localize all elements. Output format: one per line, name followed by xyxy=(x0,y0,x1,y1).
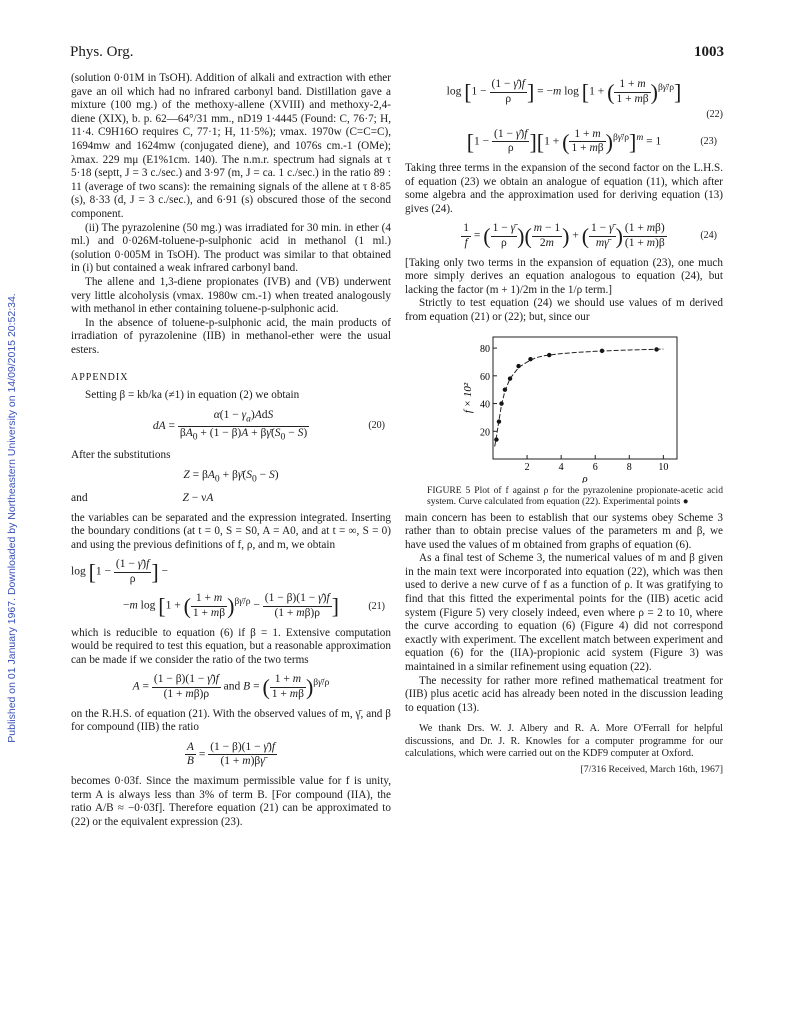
figure-5 xyxy=(405,331,723,483)
ratio-equation: $\frac{A}{B}$ = $\frac{(1 - \beta)(1 - \gammā)f}{(1 + m)\beta\gammā}$ xyxy=(186,740,276,768)
right-column xyxy=(405,72,723,776)
right-paragraph-3: Strictly to test equation (24) we should use values of m derived from equation (21) or (22); but, since our xyxy=(405,297,723,323)
x-tick-label: 6 xyxy=(592,461,598,473)
calculated-curve xyxy=(495,349,664,446)
equation-22: log [1 − $\frac{(1 - \gammā)f}{\rho}$ ] = −m log [1 + ( $\frac{1 + m}{1 + m\beta}$ )$^{\beta\gammā/\rho}$] xyxy=(446,78,682,105)
substitution-z2: and Z − νA xyxy=(71,491,214,504)
equation-21-line-1: log [1 − $\frac{(1 - \gammā)f}{\rho}$ ] − xyxy=(71,558,169,585)
received-note: [7/316 Received, March 16th, 1967] xyxy=(580,763,723,775)
equation-20-number: (20) xyxy=(368,420,385,432)
appendix-paragraph-6: becomes 0·03f. Since the maximum permissible value for f is unity, term A is always less than 3% of term B. [For compound (IIA), the ratio A/B ≈ −0·03f]. Therefore equation (21) can be approximated to (22) or the equivalent expression (23). xyxy=(71,775,391,828)
x-tick-label: 8 xyxy=(626,461,632,473)
y-tick-label: 60 xyxy=(480,371,490,383)
right-paragraph-1: Taking three terms in the expansion of the second factor on the L.H.S. of equation (23) we obtain an analogue of equation (11), which after some algebra and the approximation used for deriving equation (13) gives (24). xyxy=(405,161,723,215)
appendix-paragraph-2: After the substitutions xyxy=(71,449,171,462)
and-word: and xyxy=(71,491,88,504)
x-axis-label: ρ xyxy=(582,472,588,483)
experimental-paragraph-4: In the absence of toluene-p-sulphonic acid, the main products of irradiation of pyrazolenine (IIB) in methanol-ether were the usual esters. xyxy=(71,316,391,356)
appendix-paragraph-5: on the R.H.S. of equation (21). With the observed values of m, γ̄, and β for compound (IIB) the ratio xyxy=(71,707,391,734)
appendix-paragraph-1: Setting β = kb/ka (≠1) in equation (2) we obtain xyxy=(85,389,300,402)
journal-name: Phys. Org. xyxy=(70,44,134,60)
ratio-terms-equation: A = $\frac{(1 - \beta)(1 - \gammā)f}{(1 + m\beta)\rho}$ and B = ( $\frac{1 + m}{1 + m\beta}$ )$^{\beta\gammā/\rho}$ xyxy=(132,673,330,701)
download-watermark xyxy=(5,0,19,1036)
experimental-paragraph-2: (ii) The pyrazolenine (50 mg.) was irradiated for 30 min. in ether (4 ml.) and 0·026M-toluene-p-sulphonic acid in methanol (1 ml.) (solution 0·005M in TsOH). The product was similar to that obtained in (i) but contained a weak infrared carbonyl band. xyxy=(71,221,391,275)
appendix-paragraph-4: which is reducible to equation (6) if β = 1. Extensive computation would be required to test this equation, but a reasonable approximation can be made if we consider the ratio of the two terms xyxy=(71,626,391,666)
equation-21-line-2: −m log [1 + ( $\frac{1 + m}{1 + m\beta}$ )$^{\beta\gammā/\rho}$ − $\frac{(1 - \beta)(1 - \gammā)f}{(1 + m\beta)\rho}$ ] (21) xyxy=(122,592,385,620)
right-paragraph-2: [Taking only two terms in the expansion of equation (23), one much more simply derives an equation analogous to equation (24), but lacking the factor (m + 1)/2m in the 1/ρ term.] xyxy=(405,256,723,296)
experimental-paragraph-1: (solution 0·01M in TsOH). Addition of alkali and extraction with ether gave an oil which had no infrared carbonyl band. Distillation gave a mixture (100 mg.) of the methoxy-allene (XVIII) and methoxy-2,4-diene (XIX), b. p. 62—64°/31 mm., nD19 1·4445 (Found: C, 76·7; H, 11·4. C9H16O requires C, 77·1; H, 11·5%); νmax. 1970w (C=C=C), 1694mw and 1624mw (conjugated diene), and 1076s cm.-1 (OMe); λmax. 229 mμ (E1%1cm. 140). The n.m.r. spectrum had signals at τ 5·18 (septt, J = 3 c./sec.) and 3·97 (m, J = ca. 1 c./sec.) in the ratio 89 : 11 (average of two scans): the remaining signals of the allene at τ 8·85 (s), 8·33 (d, J = 3 c./sec.), and 6·91 (s) obscured those of the second component. xyxy=(71,72,391,220)
y-tick-label: 80 xyxy=(480,343,490,355)
figure-5-chart xyxy=(405,331,723,483)
right-paragraph-4: main concern has been to establish that our systems obey Scheme 3 rather than to obtain precise values of the parameters m and β, we have used the values of m obtained from graphs of equation (6). xyxy=(405,511,723,551)
equation-22-number: (22) xyxy=(706,109,723,121)
equation-21-number: (21) xyxy=(368,600,385,612)
acknowledgements: We thank Drs. W. J. Albery and R. A. More O'Ferrall for helpful discussions, and Dr. J. R. Knowles for a computer programme for our calculations, which were carried out on the KDF9 computer at Oxford. xyxy=(405,723,723,760)
watermark-text: Published on 01 January 1967. Downloaded by Northeastern University on 14/09/2015 20:52:34. xyxy=(6,293,18,743)
experimental-paragraph-3: The allene and 1,3-diene propionates (IVB) and (VB) underwent very little alcoholysis (νmax. 1980w cm.-1) when treated analogously with methanol in ether containing toluene-p-sulphonic acid. xyxy=(71,275,391,316)
y-tick-label: 20 xyxy=(480,426,490,438)
plot-frame xyxy=(493,337,677,459)
appendix-heading: APPENDIX xyxy=(71,372,129,384)
x-tick-label: 2 xyxy=(524,461,530,473)
y-axis-label: f × 10² xyxy=(462,382,474,413)
equation-20: dA = $\frac{\alpha(1 - \gamma_a)AdS}{\beta A_0 + (1 - \beta)A + \beta\gammā(S_0 - S)}$ (20) xyxy=(152,408,385,442)
right-paragraph-6: The necessity for rather more refined mathematical treatment for (IIB) plus acetic acid has already been noted in the discussion leading to equation (13). xyxy=(405,674,723,714)
x-tick-label: 10 xyxy=(658,461,669,473)
left-column xyxy=(71,72,391,829)
appendix-paragraph-3: the variables can be separated and the expression integrated. Inserting the boundary conditions (at t = 0, S = S0, A = A0, and at t = ∞, S = 0) and using the previous definitions of f, ρ, and m, we obtain xyxy=(71,511,391,551)
equation-24-number: (24) xyxy=(700,230,717,242)
equation-24: $\frac{1}{f}$ = ( $\frac{1 - \gammā}{\rho}$ )( $\frac{m - 1}{2m}$ ) + ( $\frac{1 - \gammā}{m\gammā}$ ) $\frac{(1 + m\beta)}{(1 + m)\beta}$ (24) xyxy=(463,222,717,249)
equation-23-number: (23) xyxy=(700,136,717,148)
right-paragraph-5: As a final test of Scheme 3, the numerical values of m and β given in the main text were incorporated into equation (22), which was then used to derive a new curve of f as a function of ρ. It was gratifying to find that this fitted the experimental points for the (IIB) acetic acid system (Figure 5) very closely indeed, even where ρ = 2 to 10, where the curve according to equation (6) (Figure 4) did not correspond exactly with experiment. The excellent match between experiment and equation (6) for the (IIA)-propionic acid system (Figure 3) was maintained in a similar refinement using equation (22). xyxy=(405,552,723,674)
page-number: 1003 xyxy=(694,44,724,60)
substitution-z1: $Z = \beta A_0$ + $\beta\gammā(S_0 - S)$ xyxy=(183,469,279,485)
equation-23: [1 − $\frac{(1 - \gammā)f}{\rho}$ ][1 + ( $\frac{1 + m}{1 + m\beta}$ )$^{\beta\gammā/\rho}$]$^m$ = 1 (23) xyxy=(466,127,717,155)
y-tick-label: 40 xyxy=(480,399,490,411)
x-tick-label: 4 xyxy=(558,461,564,473)
figure-5-caption: FIGURE 5 Plot of f against ρ for the pyrazolenine propionate-acetic acid system. Curve calculated from equation (22). Experimental points ● xyxy=(427,484,723,507)
